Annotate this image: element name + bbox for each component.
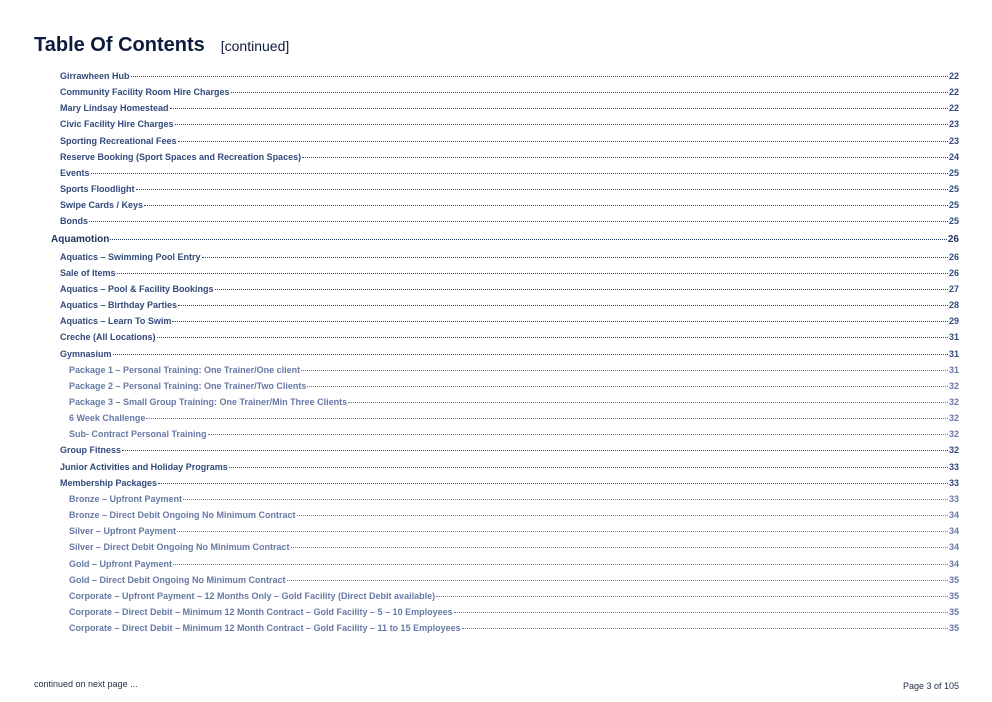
toc-entry-page: 23 (948, 119, 959, 130)
toc-entry[interactable] (60, 478, 959, 488)
dot-leader (136, 189, 948, 190)
dot-leader (215, 289, 948, 290)
toc-entry[interactable] (69, 542, 959, 552)
toc-entry[interactable] (69, 413, 959, 423)
toc-entry[interactable] (51, 234, 959, 245)
toc-entry-label: Gold – Upfront Payment (69, 558, 173, 569)
toc-entry-label: Girrawheen Hub (60, 71, 130, 81)
toc-entry-page: 35 (948, 574, 959, 585)
toc-entry-page: 32 (948, 445, 959, 456)
toc-entry-label: Package 2 – Personal Training: One Trainer/Two Clients (69, 380, 307, 391)
toc-entry-label: Civic Facility Hire Charges (60, 119, 174, 130)
toc-entry-page: 25 (948, 184, 959, 195)
toc-entry-page: 27 (948, 283, 959, 294)
toc-entry[interactable] (69, 591, 959, 601)
dot-leader (178, 305, 948, 306)
toc-entry-label: Mary Lindsay Homestead (60, 103, 169, 114)
toc-entry-label: Aquatics – Pool & Facility Bookings (60, 283, 214, 294)
toc-entry[interactable] (60, 316, 959, 326)
toc-entry-label: Package 1 – Personal Training: One Trainer/One client (69, 364, 301, 375)
toc-entry-label: Aquatics – Birthday Parties (60, 300, 178, 311)
dot-leader (91, 173, 948, 174)
page-number: Page 3 of 105 (902, 681, 959, 691)
dot-leader (208, 434, 948, 435)
toc-entry-page: 32 (948, 413, 959, 424)
toc-entry-label: Bronze – Direct Debit Ongoing No Minimum Contract (69, 510, 296, 521)
dot-leader (178, 141, 948, 142)
toc-entry[interactable] (60, 216, 959, 226)
dot-leader (348, 402, 948, 403)
dot-leader (146, 418, 948, 419)
toc-entry-page: 34 (948, 542, 959, 553)
toc-entry[interactable] (69, 365, 959, 375)
toc-entry-label: Bronze – Upfront Payment (69, 493, 183, 504)
toc-entry[interactable] (60, 136, 959, 146)
dot-leader (291, 547, 948, 548)
toc-entry[interactable] (69, 623, 959, 633)
toc-entry-label: Gymnasium (60, 348, 112, 359)
toc-entry-label: Aquatics – Learn To Swim (60, 316, 172, 327)
toc-entry[interactable] (60, 71, 959, 81)
page-title: Table Of Contents (34, 34, 205, 56)
dot-leader (131, 76, 948, 77)
toc-entry-label: Events (60, 167, 90, 178)
toc-entry-label: Corporate – Direct Debit – Minimum 12 Month Contract – Gold Facility – 5 – 10 Employees (69, 606, 453, 617)
toc-entry-label: Corporate – Direct Debit – Minimum 12 Month Contract – Gold Facility – 11 to 15 Employees (69, 623, 461, 634)
toc-entry-page: 33 (948, 477, 959, 488)
toc-entry-page: 31 (948, 364, 959, 375)
toc-entry[interactable] (60, 103, 959, 113)
toc-entry-label: Group Fitness (60, 445, 122, 456)
toc-entry-label: Aquamotion (51, 234, 110, 245)
dot-leader (175, 124, 948, 125)
toc-entry-page: 22 (948, 71, 959, 81)
toc-entry[interactable] (60, 87, 959, 97)
toc-entry-label: Bonds (60, 216, 88, 227)
dot-leader (170, 108, 948, 109)
toc-entry-page: 34 (948, 558, 959, 569)
toc-entry[interactable] (60, 252, 959, 262)
toc-entry-page: 22 (948, 103, 959, 114)
toc-entry[interactable] (60, 152, 959, 162)
toc-entry-label: Gold – Direct Debit Ongoing No Minimum Contract (69, 574, 286, 585)
toc-entry-label: Creche (All Locations) (60, 332, 156, 343)
toc-entry-page: 23 (948, 135, 959, 146)
toc-entry-page: 31 (948, 348, 959, 359)
toc-entry-page: 22 (948, 87, 959, 98)
toc-entry-page: 26 (947, 234, 959, 245)
toc-entry-label: Sub- Contract Personal Training (69, 429, 207, 440)
toc-entry[interactable] (69, 381, 959, 391)
toc-entry-label: Corporate – Upfront Payment – 12 Months Only – Gold Facility (Direct Debit available) (69, 590, 436, 601)
toc-entry-page: 25 (948, 216, 959, 227)
toc-entry[interactable] (60, 349, 959, 359)
toc-entry[interactable] (69, 575, 959, 585)
toc-entry-label: Sports Floodlight (60, 184, 135, 195)
toc-entry-page: 35 (948, 623, 959, 634)
toc-entry-page: 31 (948, 332, 959, 343)
dot-leader (110, 239, 947, 240)
toc-entry-page: 33 (948, 493, 959, 504)
toc-entry-label: Swipe Cards / Keys (60, 200, 144, 211)
toc-entry-page: 34 (948, 526, 959, 537)
toc-entry-page: 33 (948, 461, 959, 472)
toc-entry-label: Aquatics – Swimming Pool Entry (60, 251, 201, 262)
toc-entry-page: 25 (948, 200, 959, 211)
dot-leader (462, 628, 948, 629)
toc-entry-label: Community Facility Room Hire Charges (60, 87, 230, 98)
dot-leader (287, 580, 948, 581)
dot-leader (117, 273, 948, 274)
dot-leader (122, 450, 948, 451)
toc-entry-page: 32 (948, 380, 959, 391)
toc-entry-page: 32 (948, 429, 959, 440)
toc-entry-page: 25 (948, 167, 959, 178)
dot-leader (172, 321, 948, 322)
dot-leader (307, 386, 948, 387)
toc-entry[interactable] (60, 200, 959, 210)
toc-entry-page: 24 (948, 151, 959, 162)
toc-entry[interactable] (60, 445, 959, 455)
toc-entry[interactable] (69, 607, 959, 617)
toc-entry[interactable] (60, 332, 959, 342)
dot-leader (454, 612, 948, 613)
toc-entry[interactable] (69, 526, 959, 536)
toc-entry[interactable] (69, 559, 959, 569)
dot-leader (158, 483, 948, 484)
dot-leader (89, 221, 948, 222)
dot-leader (202, 257, 948, 258)
continued-note: continued on next page ... (34, 679, 138, 689)
dot-leader (183, 499, 948, 500)
dot-leader (157, 337, 948, 338)
toc-entry-page: 26 (948, 267, 959, 278)
dot-leader (302, 157, 948, 158)
toc-entry-label: Silver – Direct Debit Ongoing No Minimum Contract (69, 542, 290, 553)
toc-entry-page: 28 (948, 300, 959, 311)
toc-entry[interactable] (69, 429, 959, 439)
toc-entry[interactable] (60, 462, 959, 472)
toc-entry[interactable] (69, 397, 959, 407)
dot-leader (173, 564, 948, 565)
toc-entry[interactable] (60, 268, 959, 278)
page-subtitle: [continued] (220, 38, 290, 54)
toc-entry-label: Membership Packages (60, 477, 158, 488)
dot-leader (144, 205, 948, 206)
toc-entry-label: Sporting Recreational Fees (60, 135, 177, 146)
toc-entry[interactable] (60, 300, 959, 310)
page-header (34, 34, 289, 57)
dot-leader (113, 354, 948, 355)
toc-entry[interactable] (60, 119, 959, 129)
toc-entry[interactable] (60, 184, 959, 194)
toc-entry-label: Junior Activities and Holiday Programs (60, 461, 228, 472)
toc-entry-page: 29 (948, 316, 959, 327)
dot-leader (436, 596, 948, 597)
toc-entry[interactable] (60, 168, 959, 178)
toc-entry-label: 6 Week Challenge (69, 413, 146, 424)
dot-leader (231, 92, 948, 93)
dot-leader (297, 515, 948, 516)
toc-entry-page: 34 (948, 510, 959, 521)
dot-leader (229, 467, 948, 468)
toc-entry-page: 35 (948, 606, 959, 617)
dot-leader (177, 531, 948, 532)
toc-entry-label: Package 3 – Small Group Training: One Trainer/Min Three Clients (69, 397, 348, 407)
toc-entry-label: Silver – Upfront Payment (69, 526, 177, 537)
toc-entry[interactable] (69, 494, 959, 504)
toc-entry[interactable] (60, 284, 959, 294)
toc-entry-page: 32 (948, 397, 959, 407)
toc-entry-page: 35 (948, 590, 959, 601)
toc-entry[interactable] (69, 510, 959, 520)
toc-entry-label: Reserve Booking (Sport Spaces and Recreation Spaces) (60, 151, 302, 162)
dot-leader (301, 370, 948, 371)
toc-entry-page: 26 (948, 251, 959, 262)
toc-entry-label: Sale of Items (60, 267, 116, 278)
